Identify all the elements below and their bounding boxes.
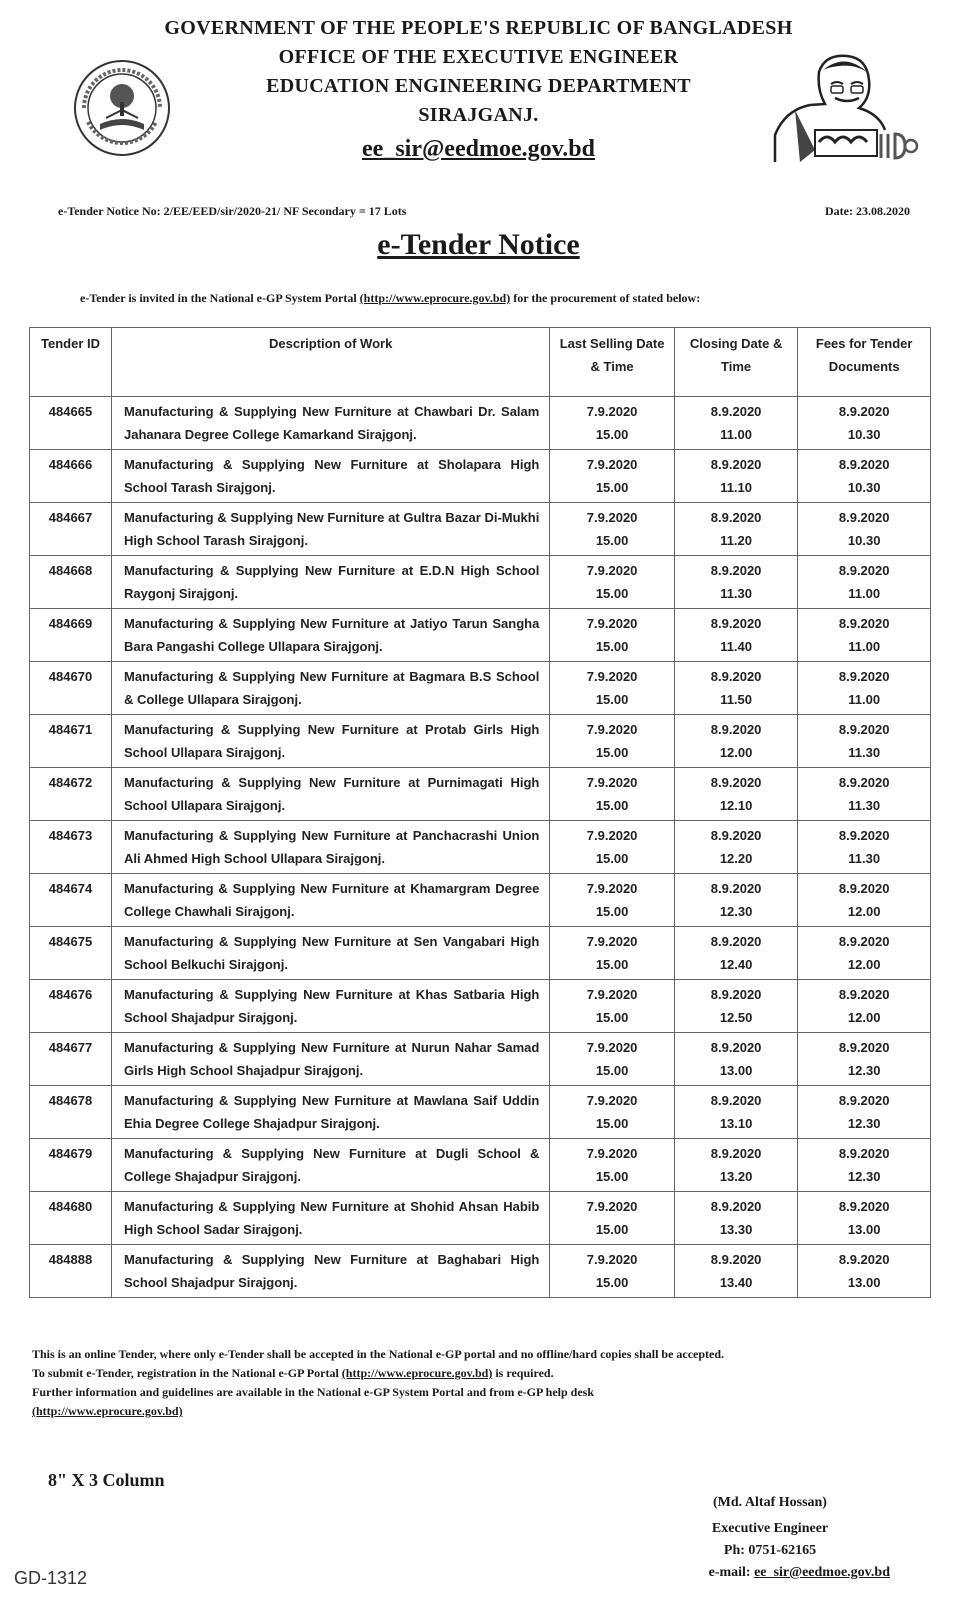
table-row [30, 556, 931, 609]
table-row [30, 1192, 931, 1245]
description-cell: Manufacturing & Supplying New Furniture at Nurun Nahar Samad Girls High School Shajadpur Sirajgonj. [112, 1033, 550, 1086]
closing-cell [674, 1139, 798, 1192]
last-selling-cell [550, 662, 675, 715]
closing-cell [674, 397, 798, 450]
ad-code: GD-1312 [14, 1568, 88, 1588]
last-selling-time: 15.00 [595, 639, 629, 654]
fees-date: 8.9.2020 [838, 828, 890, 843]
closing-cell [674, 821, 798, 874]
fees-date: 8.9.2020 [838, 1146, 890, 1161]
fees-time: 13.00 [847, 1222, 881, 1237]
table-row [30, 1086, 931, 1139]
closing-date: 8.9.2020 [710, 616, 762, 631]
closing-time: 12.10 [719, 798, 753, 813]
footer-notes [32, 1345, 930, 1421]
description-cell: Manufacturing & Supplying New Furniture at Chawbari Dr. Salam Jahanara Degree College Kamarkand Sirajgonj. [112, 397, 550, 450]
last-selling-date: 7.9.2020 [586, 510, 638, 525]
table-row [30, 980, 931, 1033]
last-selling-cell [550, 1192, 675, 1245]
last-selling-date: 7.9.2020 [586, 563, 638, 578]
last-selling-time: 15.00 [595, 1169, 629, 1184]
closing-cell [674, 768, 798, 821]
description-cell: Manufacturing & Supplying New Furniture at Khamargram Degree College Chawhali Sirajgonj. [112, 874, 550, 927]
tender-id-cell: 484675 [30, 927, 112, 980]
signatory-designation: Executive Engineer [711, 1521, 829, 1536]
last-selling-time: 15.00 [595, 533, 629, 548]
fees-cell [798, 662, 931, 715]
fees-cell [798, 609, 931, 662]
last-selling-time: 15.00 [595, 692, 629, 707]
last-selling-cell [550, 1139, 675, 1192]
tender-id-cell: 484678 [30, 1086, 112, 1139]
table-row [30, 1245, 931, 1298]
fees-cell [798, 821, 931, 874]
fees-date: 8.9.2020 [838, 987, 890, 1002]
closing-cell [674, 609, 798, 662]
department-seal-icon [72, 58, 172, 158]
last-selling-date: 7.9.2020 [586, 987, 638, 1002]
closing-time: 12.30 [719, 904, 753, 919]
notice-number: e-Tender Notice No: 2/EE/EED/sir/2020-21/ NF Secondary = 17 Lots [58, 204, 407, 218]
notice-date: Date: 23.08.2020 [825, 204, 910, 218]
helpdesk-link[interactable]: (http://www.eprocure.gov.bd) [32, 1404, 183, 1418]
table-row [30, 821, 931, 874]
tender-id-cell: 484674 [30, 874, 112, 927]
fees-time: 12.00 [847, 957, 881, 972]
last-selling-date: 7.9.2020 [586, 722, 638, 737]
closing-cell [674, 662, 798, 715]
last-selling-time: 15.00 [595, 427, 629, 442]
last-selling-date: 7.9.2020 [586, 1040, 638, 1055]
closing-date: 8.9.2020 [710, 1146, 762, 1161]
fees-time: 11.00 [848, 586, 881, 601]
tender-id-cell: 484667 [30, 503, 112, 556]
fees-time: 11.30 [848, 798, 881, 813]
table-row [30, 768, 931, 821]
mujib-100-portrait-logo [755, 50, 920, 165]
closing-time: 13.00 [719, 1063, 753, 1078]
fees-cell [798, 1033, 931, 1086]
email-label: e-mail: [708, 1565, 755, 1580]
table-row [30, 397, 931, 450]
closing-time: 11.20 [720, 533, 753, 548]
header-line-department: EDUCATION ENGINEERING DEPARTMENT [266, 75, 691, 97]
tender-id-cell: 484672 [30, 768, 112, 821]
closing-time: 13.20 [719, 1169, 753, 1184]
description-cell: Manufacturing & Supplying New Furniture at Dugli School & College Shajadpur Sirajgonj. [112, 1139, 550, 1192]
last-selling-time: 15.00 [595, 1063, 629, 1078]
table-row [30, 1033, 931, 1086]
last-selling-date: 7.9.2020 [586, 1093, 638, 1108]
closing-time: 13.30 [719, 1222, 753, 1237]
last-selling-date: 7.9.2020 [586, 457, 638, 472]
closing-date: 8.9.2020 [710, 1252, 762, 1267]
last-selling-cell [550, 1245, 675, 1298]
tender-id-cell: 484671 [30, 715, 112, 768]
closing-cell [674, 927, 798, 980]
invitation-text-end: for the procurement of stated below: [510, 291, 701, 305]
tender-id-cell: 484665 [30, 397, 112, 450]
fees-date: 8.9.2020 [838, 934, 890, 949]
header-tender-id: Tender ID [30, 328, 112, 397]
fees-date: 8.9.2020 [838, 563, 890, 578]
last-selling-time: 15.00 [595, 1010, 629, 1025]
last-selling-time: 15.00 [595, 957, 629, 972]
tender-table [29, 327, 931, 1298]
last-selling-date: 7.9.2020 [586, 828, 638, 843]
closing-date: 8.9.2020 [710, 722, 762, 737]
ad-size-note: 8" X 3 Column [48, 1470, 165, 1490]
signature-block [620, 1492, 920, 1584]
closing-date: 8.9.2020 [710, 934, 762, 949]
closing-date: 8.9.2020 [710, 828, 762, 843]
table-row [30, 1139, 931, 1192]
last-selling-date: 7.9.2020 [586, 1199, 638, 1214]
registration-text: To submit e-Tender, registration in the National e-GP Portal [32, 1366, 342, 1380]
description-cell: Manufacturing & Supplying New Furniture at Panchacrashi Union Ali Ahmed High School Ullapara Sirajgonj. [112, 821, 550, 874]
header-description: Description of Work [112, 328, 550, 397]
fees-date: 8.9.2020 [838, 404, 890, 419]
fees-cell [798, 556, 931, 609]
last-selling-time: 15.00 [595, 586, 629, 601]
tender-id-cell: 484673 [30, 821, 112, 874]
fees-time: 12.00 [847, 904, 881, 919]
last-selling-date: 7.9.2020 [586, 404, 638, 419]
tender-id-cell: 484680 [30, 1192, 112, 1245]
tender-id-cell: 484888 [30, 1245, 112, 1298]
closing-time: 11.10 [720, 480, 753, 495]
closing-cell [674, 1086, 798, 1139]
fees-cell [798, 1086, 931, 1139]
closing-date: 8.9.2020 [710, 669, 762, 684]
closing-cell [674, 1245, 798, 1298]
invitation-text: e-Tender is invited in the National e-GP System Portal [80, 291, 360, 305]
header-line-city: SIRAJGANJ. [418, 104, 539, 126]
closing-cell [674, 1192, 798, 1245]
fees-cell [798, 1139, 931, 1192]
signatory-email-line [620, 1562, 920, 1584]
closing-time: 13.10 [719, 1116, 753, 1131]
last-selling-cell [550, 1086, 675, 1139]
fees-cell [798, 768, 931, 821]
closing-time: 12.50 [719, 1010, 753, 1025]
table-row [30, 503, 931, 556]
fees-time: 12.30 [847, 1116, 881, 1131]
fees-date: 8.9.2020 [838, 510, 890, 525]
last-selling-cell [550, 556, 675, 609]
closing-time: 11.30 [720, 586, 753, 601]
fees-time: 11.30 [848, 851, 881, 866]
closing-cell [674, 556, 798, 609]
closing-time: 13.40 [719, 1275, 753, 1290]
fees-cell [798, 980, 931, 1033]
description-cell: Manufacturing & Supplying New Furniture at Baghabari High School Shajadpur Sirajgonj. [112, 1245, 550, 1298]
last-selling-cell [550, 609, 675, 662]
description-cell: Manufacturing & Supplying New Furniture at Gultra Bazar Di-Mukhi High School Tarash Sirajgonj. [112, 503, 550, 556]
description-cell: Manufacturing & Supplying New Furniture at Mawlana Saif Uddin Ehia Degree College Shajadpur Sirajgonj. [112, 1086, 550, 1139]
fees-time: 11.30 [848, 745, 881, 760]
last-selling-cell [550, 927, 675, 980]
fees-time: 10.30 [847, 427, 881, 442]
description-cell: Manufacturing & Supplying New Furniture at Khas Satbaria High School Shajadpur Sirajgonj. [112, 980, 550, 1033]
last-selling-date: 7.9.2020 [586, 934, 638, 949]
closing-cell [674, 1033, 798, 1086]
last-selling-time: 15.00 [595, 904, 629, 919]
last-selling-cell [550, 768, 675, 821]
closing-cell [674, 980, 798, 1033]
last-selling-cell [550, 715, 675, 768]
last-selling-cell [550, 397, 675, 450]
closing-cell [674, 715, 798, 768]
fees-date: 8.9.2020 [838, 616, 890, 631]
closing-date: 8.9.2020 [710, 457, 762, 472]
registration-text-end: is required. [492, 1366, 554, 1380]
closing-date: 8.9.2020 [710, 1093, 762, 1108]
fees-date: 8.9.2020 [838, 1093, 890, 1108]
fees-cell [798, 1192, 931, 1245]
closing-time: 11.40 [720, 639, 753, 654]
description-cell: Manufacturing & Supplying New Furniture at Jatiyo Tarun Sangha Bara Pangashi College Ullapara Sirajgonj. [112, 609, 550, 662]
description-cell: Manufacturing & Supplying New Furniture at Sholapara High School Tarash Sirajgonj. [112, 450, 550, 503]
header-line-government: GOVERNMENT OF THE PEOPLE'S REPUBLIC OF BANGLADESH [164, 17, 793, 39]
fees-cell [798, 1245, 931, 1298]
tender-id-cell: 484677 [30, 1033, 112, 1086]
table-row [30, 927, 931, 980]
fees-date: 8.9.2020 [838, 1252, 890, 1267]
signatory-phone: Ph: 0751-62165 [723, 1543, 817, 1558]
tender-table-body [30, 397, 931, 1298]
tender-id-cell: 484670 [30, 662, 112, 715]
last-selling-cell [550, 1033, 675, 1086]
closing-cell [674, 503, 798, 556]
fees-date: 8.9.2020 [838, 457, 890, 472]
last-selling-time: 15.00 [595, 480, 629, 495]
closing-date: 8.9.2020 [710, 563, 762, 578]
table-header-row [30, 328, 931, 397]
footer-online-note: This is an online Tender, where only e-Tender shall be accepted in the National e-GP portal and no offline/hard copies shall be accepted. [32, 1347, 725, 1361]
table-row [30, 450, 931, 503]
last-selling-cell [550, 980, 675, 1033]
fees-cell [798, 927, 931, 980]
closing-cell [674, 450, 798, 503]
closing-date: 8.9.2020 [710, 404, 762, 419]
closing-cell [674, 874, 798, 927]
header-closing: Closing Date & Time [674, 328, 798, 397]
footer-info-note: Further information and guidelines are available in the National e-GP System Portal and from e-GP help desk [32, 1385, 595, 1399]
fees-time: 12.30 [847, 1169, 881, 1184]
fees-time: 11.00 [848, 639, 881, 654]
last-selling-cell [550, 503, 675, 556]
footer-registration-note [32, 1364, 930, 1383]
description-cell: Manufacturing & Supplying New Furniture at Purnimagati High School Ullapara Sirajgonj. [112, 768, 550, 821]
last-selling-cell [550, 450, 675, 503]
last-selling-date: 7.9.2020 [586, 669, 638, 684]
signatory-email[interactable]: ee_sir@eedmoe.gov.bd [754, 1565, 890, 1580]
fees-cell [798, 503, 931, 556]
tender-id-cell: 484668 [30, 556, 112, 609]
last-selling-cell [550, 874, 675, 927]
fees-date: 8.9.2020 [838, 669, 890, 684]
last-selling-time: 15.00 [595, 1222, 629, 1237]
fees-date: 8.9.2020 [838, 881, 890, 896]
eprocure-link[interactable]: (http://www.eprocure.gov.bd) [359, 291, 511, 305]
fees-date: 8.9.2020 [838, 722, 890, 737]
header-fees: Fees for Tender Documents [798, 328, 931, 397]
closing-date: 8.9.2020 [710, 881, 762, 896]
fees-time: 13.00 [847, 1275, 881, 1290]
closing-date: 8.9.2020 [710, 510, 762, 525]
table-row [30, 662, 931, 715]
table-row [30, 715, 931, 768]
closing-date: 8.9.2020 [710, 1199, 762, 1214]
fees-time: 10.30 [847, 533, 881, 548]
closing-date: 8.9.2020 [710, 987, 762, 1002]
last-selling-time: 15.00 [595, 745, 629, 760]
invitation-line [80, 291, 922, 306]
last-selling-time: 15.00 [595, 1275, 629, 1290]
fees-cell [798, 397, 931, 450]
header-line-office: OFFICE OF THE EXECUTIVE ENGINEER [278, 46, 679, 68]
header-email: ee_sir@eedmoe.gov.bd [362, 136, 595, 162]
closing-time: 11.00 [720, 427, 753, 442]
last-selling-time: 15.00 [595, 1116, 629, 1131]
last-selling-cell [550, 821, 675, 874]
fees-time: 10.30 [847, 480, 881, 495]
description-cell: Manufacturing & Supplying New Furniture at Bagmara B.S School & College Ullapara Sirajgonj. [112, 662, 550, 715]
last-selling-date: 7.9.2020 [586, 1252, 638, 1267]
tender-id-cell: 484669 [30, 609, 112, 662]
fees-date: 8.9.2020 [838, 1199, 890, 1214]
fees-date: 8.9.2020 [838, 1040, 890, 1055]
fees-time: 11.00 [848, 692, 881, 707]
fees-cell [798, 715, 931, 768]
closing-time: 11.50 [720, 692, 753, 707]
fees-cell [798, 874, 931, 927]
last-selling-date: 7.9.2020 [586, 775, 638, 790]
closing-time: 12.20 [719, 851, 753, 866]
last-selling-time: 15.00 [595, 851, 629, 866]
last-selling-time: 15.00 [595, 798, 629, 813]
table-row [30, 874, 931, 927]
last-selling-date: 7.9.2020 [586, 616, 638, 631]
fees-time: 12.30 [847, 1063, 881, 1078]
closing-time: 12.00 [719, 745, 753, 760]
tender-id-cell: 484666 [30, 450, 112, 503]
signatory-name: (Md. Altaf Hossan) [713, 1495, 827, 1510]
closing-date: 8.9.2020 [710, 775, 762, 790]
description-cell: Manufacturing & Supplying New Furniture at Sen Vangabari High School Belkuchi Sirajgonj. [112, 927, 550, 980]
fees-cell [798, 450, 931, 503]
last-selling-date: 7.9.2020 [586, 881, 638, 896]
fees-date: 8.9.2020 [838, 775, 890, 790]
tender-id-cell: 484679 [30, 1139, 112, 1192]
header-last-selling: Last Selling Date & Time [550, 328, 675, 397]
closing-time: 12.40 [719, 957, 753, 972]
last-selling-date: 7.9.2020 [586, 1146, 638, 1161]
description-cell: Manufacturing & Supplying New Furniture at Protab Girls High School Ullapara Sirajgonj. [112, 715, 550, 768]
table-row [30, 609, 931, 662]
tender-id-cell: 484676 [30, 980, 112, 1033]
description-cell: Manufacturing & Supplying New Furniture at E.D.N High School Raygonj Sirajgonj. [112, 556, 550, 609]
fees-time: 12.00 [847, 1010, 881, 1025]
description-cell: Manufacturing & Supplying New Furniture at Shohid Ahsan Habib High School Sadar Sirajgonj. [112, 1192, 550, 1245]
closing-date: 8.9.2020 [710, 1040, 762, 1055]
registration-link[interactable]: (http://www.eprocure.gov.bd) [341, 1366, 493, 1380]
page-title: e-Tender Notice [377, 228, 580, 261]
